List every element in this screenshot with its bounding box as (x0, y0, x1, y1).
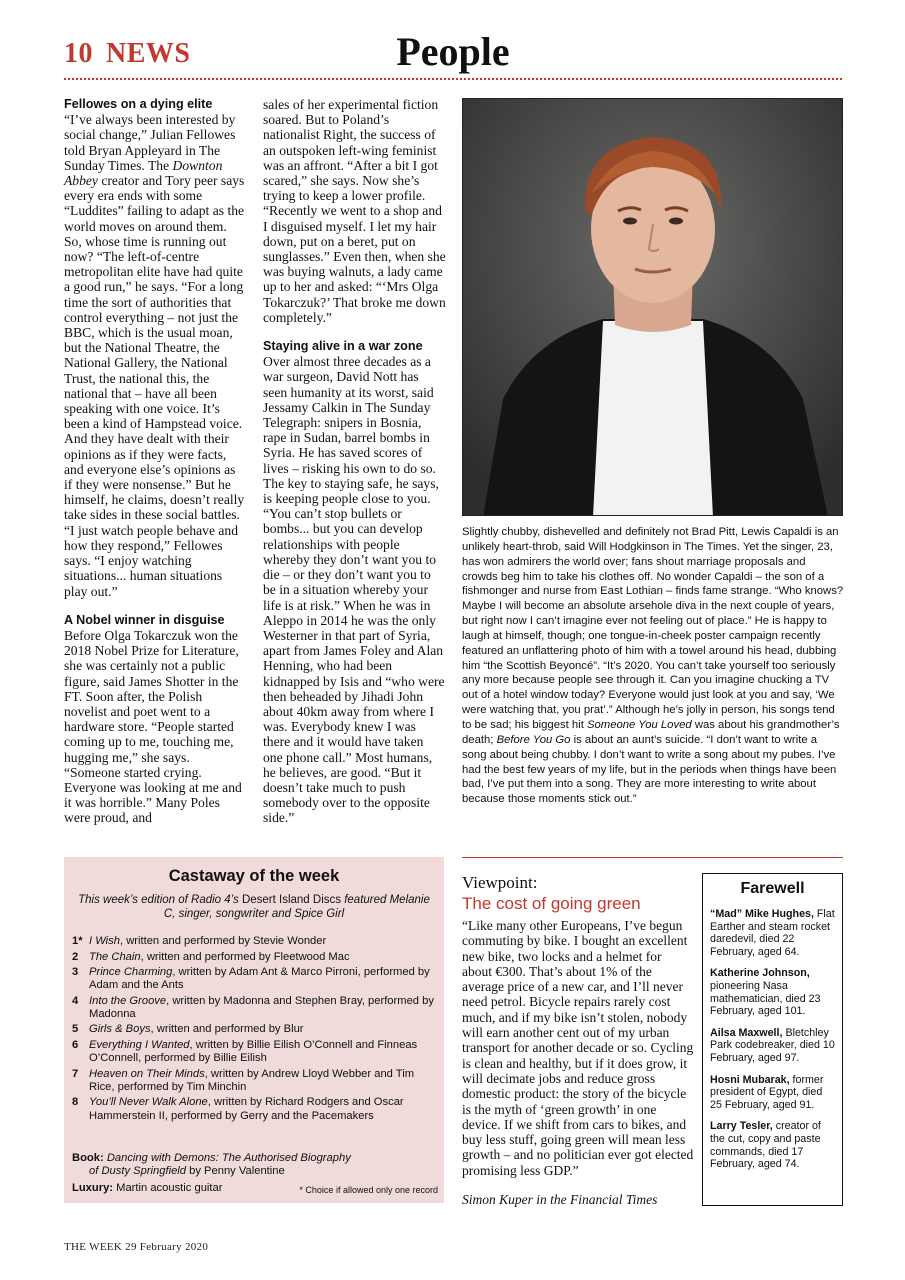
choice-footnote: * Choice if allowed only one record (299, 1185, 438, 1195)
caption-song-1: Someone You Loved (586, 718, 692, 731)
list-item (72, 1096, 438, 1122)
farewell-item (710, 1074, 835, 1112)
list-item (72, 966, 438, 992)
column-1 (64, 97, 246, 826)
track-number: 1* (72, 935, 83, 947)
farewell-name: Ailsa Maxwell, (710, 1026, 783, 1039)
track-detail: , written by Billie Eilish O’Connell and Finneas O’Connell, performed by Billie Eilish (89, 1038, 418, 1065)
portrait-illustration (463, 99, 843, 516)
track-title: Everything I Wanted (89, 1038, 190, 1051)
caption-text-1: Slightly chubby, dishevelled and definitely not Brad Pitt, Lewis Capaldi is an unlikely heart-throb, said Will Hodgkinson in The Times. Yet the singer, 23, has won admirers the world over; fans shout marriage proposals and crowds beg him to take his clothes off. No wonder Capaldi – the son of a fishmonger and nurse from East Lothian – finds fame strange. “Who knows? Maybe I will become an absolute arsehole diva in the next couple of years, but right now I can’t imagine ever not feeling out of place.” He is happy to laugh at himself, though; one tongue-in-cheek poster campaign recently featured an unflattering photo of him with a towel around his head, dubbing him “the Scottish Beyoncé”. “It’s 2020. You can’t take yourself too seriously any more because people see through it. Can you imagine chucking a TV out of a hotel window today? Everyone would just look at you and say, ‘We were watching that, you prat’.” Although he’s jolly in person, his songs tend to be sad; his biggest hit (462, 526, 844, 731)
photo-caption (462, 525, 844, 807)
section-name: NEWS (106, 38, 191, 69)
castaway-box (64, 857, 444, 1203)
castaway-luxury (72, 1182, 222, 1195)
list-item (72, 935, 438, 948)
list-item (72, 1039, 438, 1065)
list-item (72, 1068, 438, 1094)
viewpoint-body: “Like many other Europeans, I’ve begun commuting by bike. I bought an excellent new bike, two locks and a helmet for about €300. That’s about 1% of the average price of a new car, and I’ll never need petrol. Bicycle repairs rarely cost much, and if my bike isn’t stolen, nobody will earn another cent out of my urban transport for another decade or so. Cycling is clean and healthy, but if it does grow, it will decimate jobs and reduce gross domestic product: the story of the bicycle is the myth of ‘green growth’ in one device. If we shift from cars to bikes, and buy less stuff, going green will mean less growth – and no politician ever got elected promising less GDP.” (462, 918, 694, 1178)
column-2 (263, 97, 446, 826)
section-number: 10 (64, 38, 93, 69)
list-item (72, 1023, 438, 1036)
farewell-item (710, 967, 835, 1017)
castaway-title: Castaway of the week (168, 867, 340, 885)
farewell-desc: Bletchley Park codebreaker, died 10 February, aged 97. (710, 1026, 835, 1064)
page-header (64, 28, 842, 80)
track-number: 7 (72, 1067, 79, 1080)
fellowes-text-italic: Downton Abbey (64, 157, 223, 189)
farewell-item (710, 1120, 835, 1170)
track-number: 8 (72, 1096, 79, 1109)
book-title-line-1: Dancing with Demons: The Authorised Biography (106, 1152, 351, 1164)
page-title: People (396, 29, 510, 74)
book-label: Book: (72, 1152, 104, 1164)
fellowes-article (64, 112, 246, 599)
castaway-intro-c: featured Melanie C, singer, songwriter and Spice Girl (163, 894, 430, 920)
viewpoint-source: Simon Kuper in the Financial Times (462, 1192, 658, 1207)
track-title: Heaven on Their Minds (89, 1067, 205, 1080)
nobel-article: Before Olga Tokarczuk won the 2018 Nobel Prize for Literature, she was certainly not a public figure, said James Shotter in the FT. Soon after, the Polish novelist and poet went to a hardware store. “People started coming up to me, touching me, hugging me,” she says. “Someone started crying. Everyone was looking at me and it was horrible.” Many Poles were proud, and (64, 627, 242, 826)
farewell-item (710, 908, 835, 958)
fellowes-text-rest: creator and Tory peer says every era ends with some “Luddites” failing to adapt as the world moves on around them. So, whose time is running out now? “The left-of-centre metropolitan elite have had quite a good run,” he says. “For a long time the sort of authorities that control everything – not just the BBC, which is the usual moan, but the National Theatre, the National Gallery, the National Trust, the national this, the national that – have all been speaking with one voice. It’s been a kind of Hampstead voice. And they have dealt with their opinions as if they were facts, and everyone else’s opinions as if they were nonsense.” But he himself, he claims, doesn’t really take sides in these social battles. “I just watch people behave and how they respond,” Fellowes says. “I enjoy watching situations... human situations play out.” (64, 173, 245, 599)
track-detail: , written by Andrew Lloyd Webber and Tim Rice, performed by Tim Minchin (89, 1067, 415, 1093)
list-item (72, 995, 438, 1021)
track-detail: , written and performed by Blur (150, 1023, 304, 1036)
castaway-intro-program: Desert Island Discs (241, 894, 342, 906)
portrait-photo (462, 98, 843, 516)
farewell-desc: pioneering Nasa mathematician, died 23 February, aged 101. (710, 979, 821, 1018)
farewell-box (702, 873, 843, 1206)
book-title-line-2: of Dusty Springfield (89, 1165, 187, 1178)
luxury-label: Luxury: (72, 1182, 114, 1194)
farewell-title: Farewell (740, 880, 805, 897)
caption-text-2: was about his grandmother’s death; (462, 718, 840, 746)
book-author: by Penny Valentine (186, 1165, 285, 1178)
track-detail: , written and performed by Fleetwood Mac (140, 950, 350, 963)
fellowes-text-lead: “I’ve always been interested by social change,” Julian Fellowes told Bryan Appleyard in The Sunday Times. The (64, 112, 236, 173)
track-detail: , written by Richard Rodgers and Oscar Hammerstein II, performed by Gerry and the Pacemakers (89, 1096, 404, 1122)
header-divider (64, 78, 842, 80)
farewell-item (710, 1027, 835, 1065)
war-zone-article: Over almost three decades as a war surgeon, David Nott has seen humanity at its worst, said Jessamy Calkin in The Sunday Telegraph: snipers in Bosnia, rape in Sudan, barrel bombs in Syria. He has saved scores of lives – risking his own to do so. The key to staying safe, he says, is keeping people close to you. “You can’t stop bullets or bombs... but you can develop relationships with people whereby they don’t want you to die – or they don’t want you to be in a situation whereby your life is at risk.” When he was in Aleppo in 2014 he was the only Westerner in that part of Syria, apart from James Foley and Alan Henning, who had been kidnapped by Isis and “who were then beheaded by Jihadi John about 40km away from where I was. Everybody knew I was there and it would have taken one phone call.” Most humans, he believes, are good. “But it doesn’t take much to push somebody over to the opposite side.” (263, 354, 445, 826)
farewell-name: Larry Tesler, (710, 1120, 773, 1133)
farewell-desc: Flat Earther and steam rocket daredevil, died 22 February, aged 64. (710, 908, 835, 958)
farewell-name: “Mad” Mike Hughes, (710, 908, 814, 920)
track-title: You’ll Never Walk Alone (89, 1096, 208, 1109)
track-detail: , written and performed by Stevie Wonder (119, 935, 327, 947)
track-number: 6 (72, 1038, 79, 1051)
nobel-heading: A Nobel winner in disguise (64, 612, 225, 627)
caption-divider (462, 857, 843, 858)
track-detail: , written by Adam Ant & Marco Pirroni, performed by Adam and the Ants (89, 966, 430, 992)
track-detail: , written by Madonna and Stephen Bray, performed by Madonna (89, 994, 434, 1020)
farewell-desc: creator of the cut, copy and paste commands, died 17 February, aged 74. (710, 1120, 821, 1171)
farewell-name: Hosni Mubarak, (710, 1073, 790, 1086)
fellowes-heading: Fellowes on a dying elite (64, 97, 213, 111)
track-number: 3 (72, 966, 79, 978)
castaway-book (72, 1152, 438, 1178)
viewpoint-label: Viewpoint: (462, 873, 538, 892)
track-title: The Chain (89, 950, 141, 963)
caption-song-2: Before You Go (496, 733, 571, 746)
luxury-value: Martin acoustic guitar (113, 1182, 223, 1194)
track-title: Into the Groove (89, 994, 167, 1007)
track-list (72, 935, 438, 1125)
war-zone-heading: Staying alive in a war zone (263, 339, 423, 354)
castaway-intro-a: This week’s edition of Radio 4’s (78, 894, 242, 906)
page-footer: THE WEEK 29 February 2020 (64, 1241, 209, 1253)
track-title: Prince Charming (89, 966, 173, 978)
farewell-name: Katherine Johnson, (710, 967, 810, 980)
track-title: Girls & Boys (89, 1023, 151, 1036)
caption-text-3: is about an aunt’s suicide. “I don’t want to write a song about being chubby. I don’t want to write a song about my pubes. I’ve had the best few years of my life, but in the periods when things have been bad, I’ve put them into a song. They are more interesting to write about because those moments stick out.” (462, 733, 837, 806)
nobel-article-continued: sales of her experimental fiction soared. But to Poland’s nationalist Right, the success of an outspoken left-wing feminist was an affront. “After a bit I got scared,” she says. Now she’s trying to keep a lower profile. “Recently we went to a shop and I disguised myself. I let my hair down, put on a beret, put on sunglasses.” Even then, when she was buying walnuts, a lady came up to her and asked: “‘Mrs Olga Tokarczuk?’ That broke me down completely.” (263, 97, 446, 325)
track-number: 5 (72, 1023, 79, 1036)
castaway-intro (74, 893, 434, 921)
viewpoint-title: The cost of going green (462, 894, 641, 913)
track-number: 4 (72, 994, 79, 1007)
list-item (72, 951, 438, 964)
track-number: 2 (72, 950, 79, 963)
farewell-desc: former president of Egypt, died 25 February, aged 91. (710, 1073, 824, 1111)
track-title: I Wish (89, 935, 120, 947)
